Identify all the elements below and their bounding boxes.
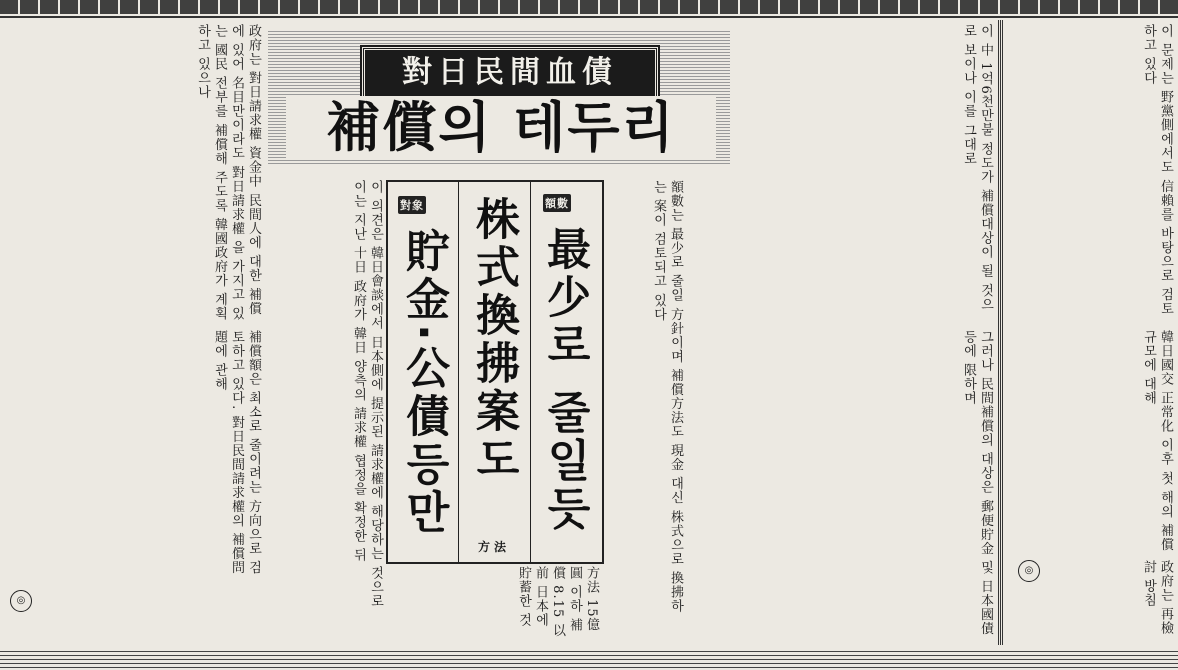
subhead-divider <box>458 182 459 562</box>
side-article-block-1: 이 문제는 野黨側에서도 信賴를 바탕으로 검토하고 있다 <box>1141 24 1173 316</box>
side-article-block-3: 政府는 再檢討 방침 <box>1141 560 1173 636</box>
article-column-block-5: 方法 15億 圓 이하 補償 8․15 以前 日本에 貯蓄한 것 <box>516 566 599 638</box>
article-column-block-2: 補償額은 최소로 줄이려는 方向으로 검토하고 있다. 對日民間請求權의 補償問題에 관해 <box>212 330 261 575</box>
article-column-block-7: 그러나 民間補償의 대상은 郵便貯金 및 日本國債 등에 限하며 <box>961 330 993 636</box>
subhead-amount: 最少로 줄일듯 <box>539 226 590 534</box>
subhead-method: 株式換拂案도 <box>468 196 519 484</box>
top-border-rule <box>0 0 1178 14</box>
end-mark: ◎ <box>1018 560 1040 582</box>
subhead-tag-method: 方法 <box>477 540 510 554</box>
headline-kicker: 對日民間血債 <box>362 47 658 99</box>
subhead-divider <box>530 182 531 562</box>
article-column-block-1: 政府는 對日請求權 資金中 民間人에 대한 補償에 있어 名目만이라도 對日請求權 을 가지고 있는 國民 전부를 補償해 주도록 韓國政府가 계획하고 있으나 <box>195 24 261 321</box>
subhead-tag-amount: 額數 <box>543 194 571 212</box>
article-column-block-6: 이 中 1억6천만불 정도가 補償대상이 될 것으로 보이나 이를 그대로 <box>961 24 993 312</box>
column-divider <box>998 20 1003 645</box>
top-border-line <box>0 16 1178 18</box>
headline-title: 補償의 테두리 <box>286 96 716 160</box>
article-column-block-4: 額數는 最少로 줄일 方針이며 補償方法도 現金 대신 株式으로 換拂하는 案이 검토되고 있다 <box>651 180 683 614</box>
bottom-border-rule <box>0 648 1178 668</box>
end-mark: ◎ <box>10 590 32 612</box>
subhead-tag-target: 對象 <box>398 196 426 214</box>
side-article-block-2: 韓日國交 正常化 이후 첫 해의 補償 규모에 대해 <box>1141 330 1173 552</box>
subhead-target: 貯金·公債등만 <box>398 228 449 537</box>
article-column-block-3: 이 의견은 韓日會談에서 日本側에 提示된 請求權에 해당하는 것으로 이는 지난 十日 政府가 韓日 양측의 請求權 협정을 확정한 뒤 <box>351 180 383 608</box>
